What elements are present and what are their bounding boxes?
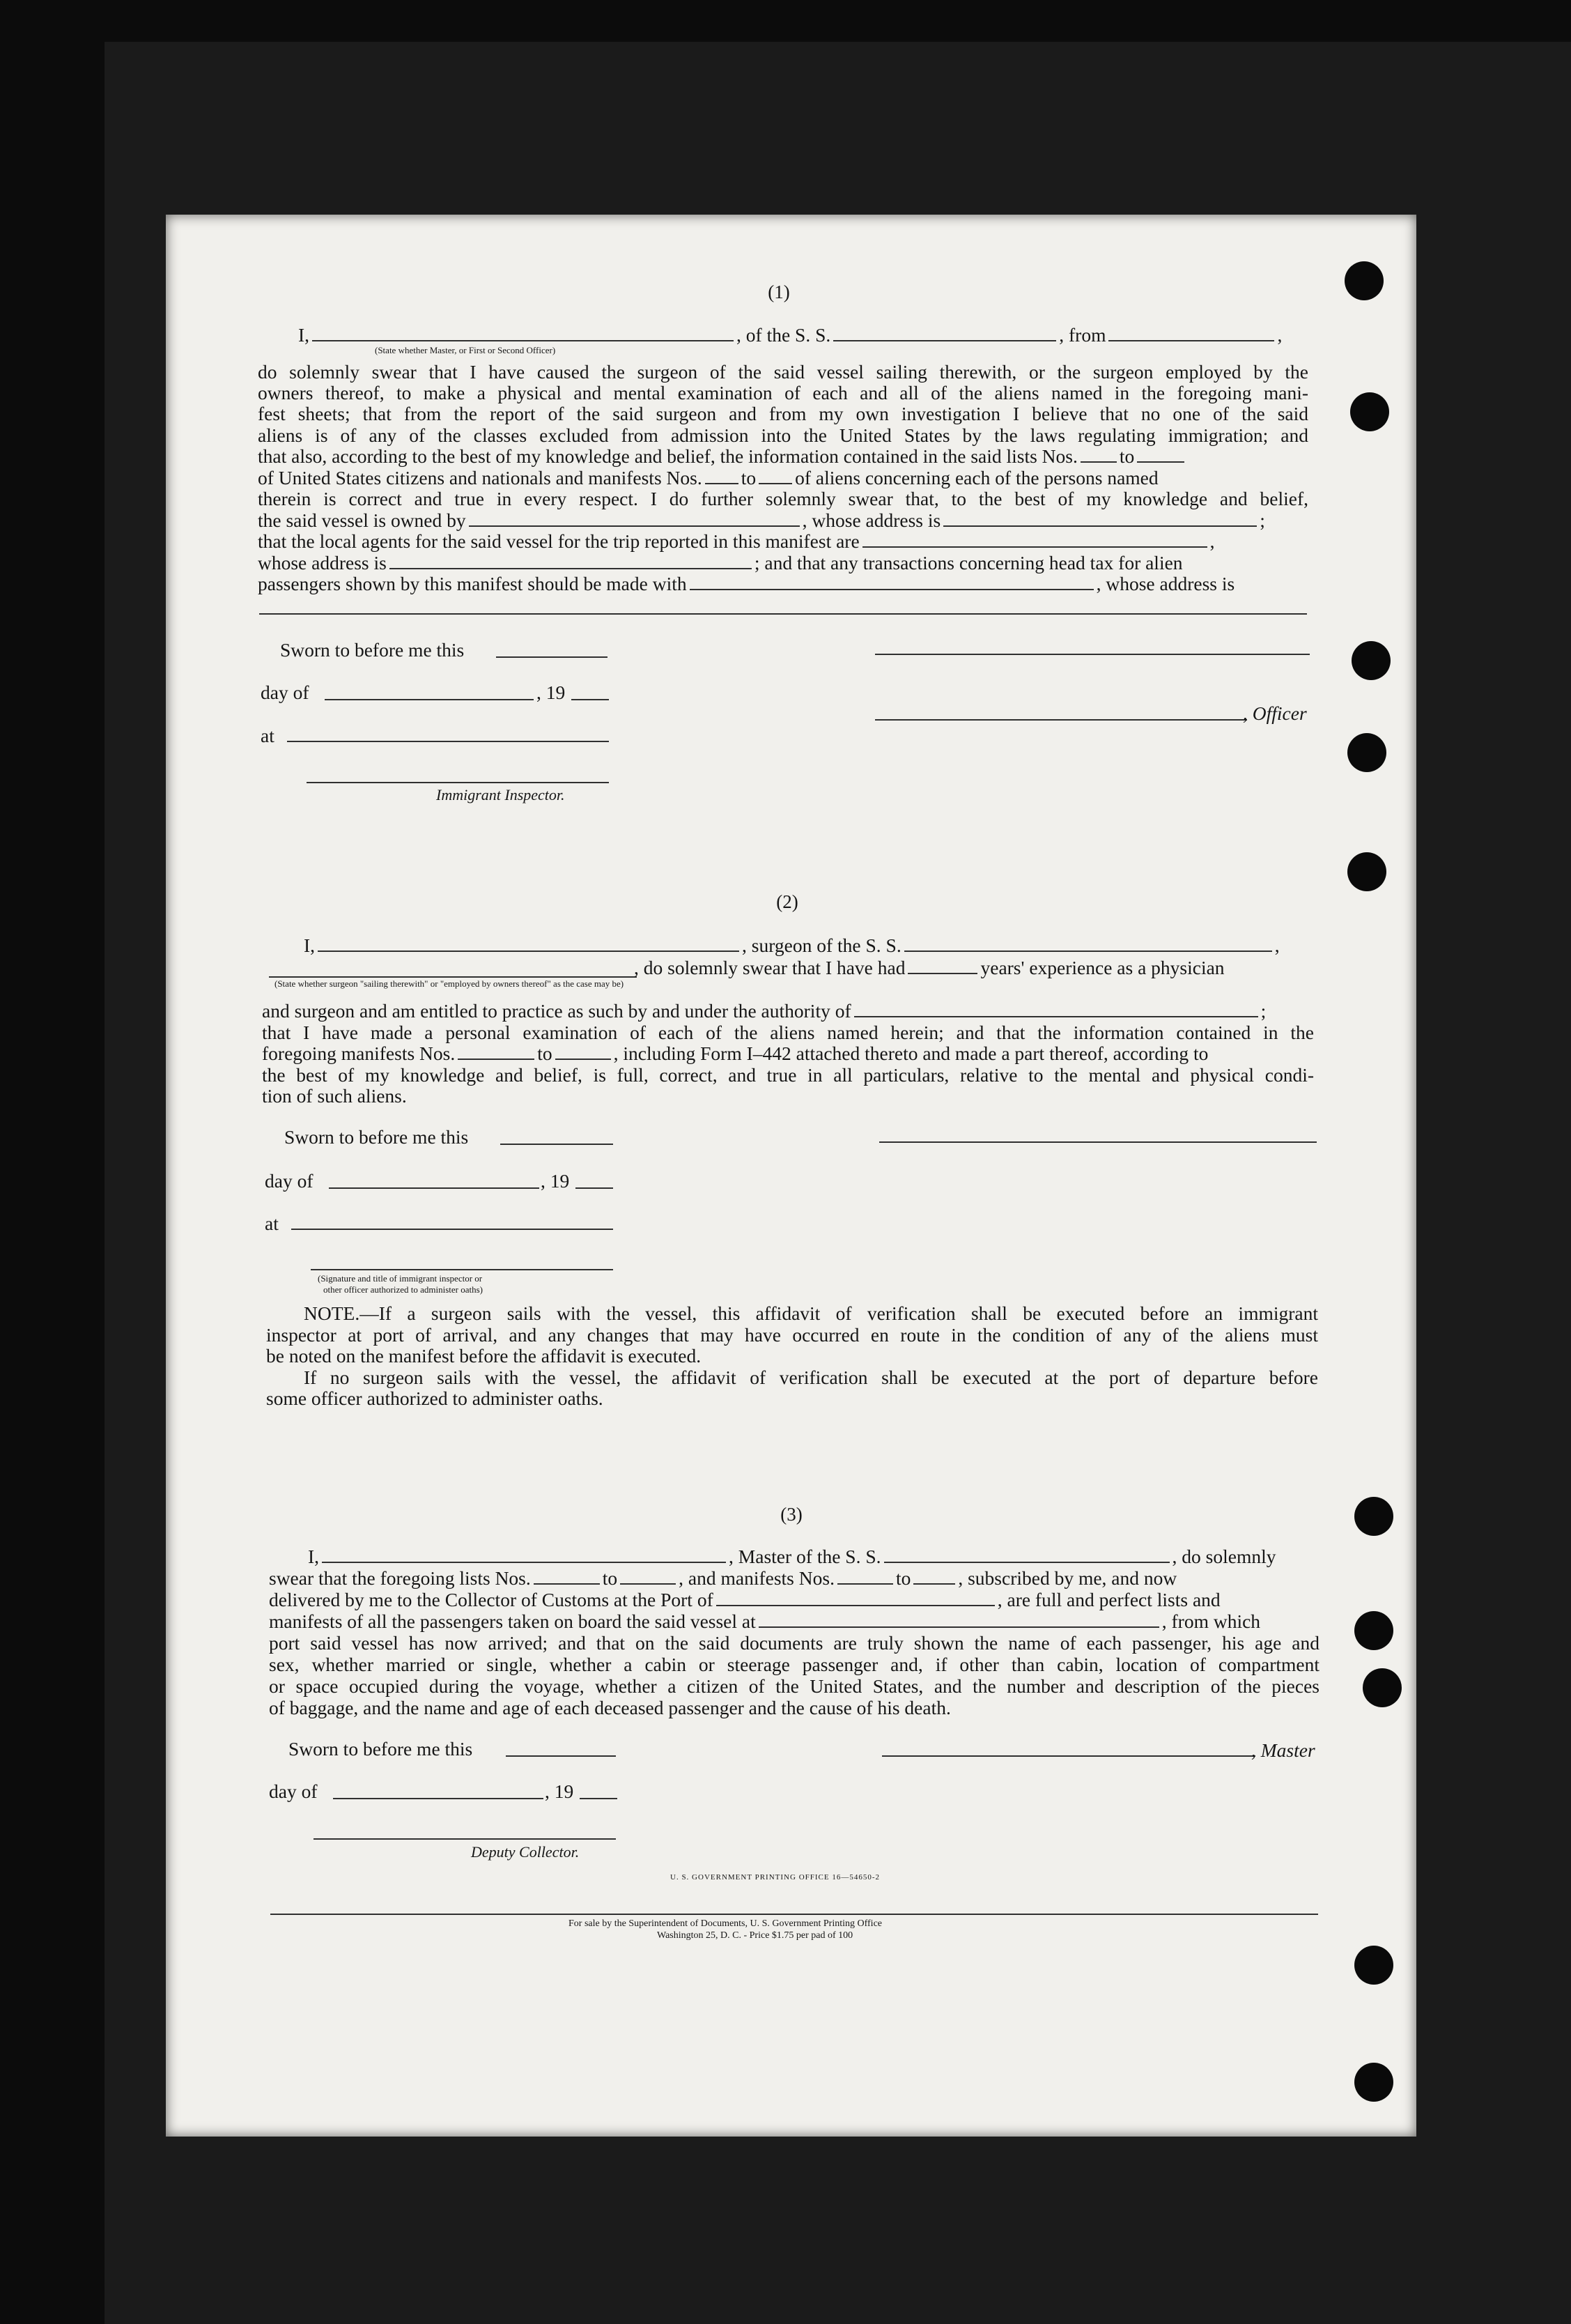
s3-departure-port-field[interactable] xyxy=(759,1626,1159,1628)
s2-vessel-field[interactable] xyxy=(904,951,1272,952)
s1-year-field[interactable] xyxy=(571,699,609,700)
s3-deputy-label: Deputy Collector. xyxy=(471,1843,580,1861)
printing-office-mark: U. S. GOVERNMENT PRINTING OFFICE 16—54650-2 xyxy=(670,1873,881,1881)
s2-at-field[interactable] xyxy=(291,1229,613,1230)
s2-signature-line[interactable] xyxy=(879,1141,1317,1143)
s1-headtax-address-field[interactable] xyxy=(259,613,1307,615)
s1-day-field[interactable] xyxy=(325,699,534,700)
s2-day-field[interactable] xyxy=(329,1187,539,1189)
s3-lists-to-field[interactable] xyxy=(620,1583,676,1585)
punch-hole xyxy=(1354,1946,1393,1985)
s3-para-line: sex, whether married or single, whether a cabin or steerage passenger and, if other than cabin, location of compartment xyxy=(269,1654,1320,1675)
s2-para-line: foregoing manifests Nos. to , including Form I–442 attached thereto and made a part thereof, according to xyxy=(262,1042,1209,1064)
s1-year-label: , 19 xyxy=(536,682,566,703)
s1-line1: I, , of the S. S. , from , xyxy=(298,324,1283,346)
s2-year-label: , 19 xyxy=(541,1170,570,1192)
s2-para-line: and surgeon and am entitled to practice as such by and under the authority of ; xyxy=(262,1000,1267,1022)
section-2-heading: (2) xyxy=(776,891,798,912)
s3-port-field[interactable] xyxy=(716,1605,995,1606)
s1-para-line: owners thereof, to make a physical and mental examination of each and all of the aliens named in the foregoing mani- xyxy=(258,382,1308,403)
s1-officer-line[interactable] xyxy=(875,719,1247,721)
s2-state-note: (State whether surgeon "sailing therewith" or "employed by owners thereof" as the case may be) xyxy=(274,978,624,989)
punch-hole xyxy=(1363,1668,1402,1707)
s2-sworn-label: Sworn to before me this xyxy=(284,1126,469,1148)
s1-inspector-line[interactable] xyxy=(307,782,609,783)
s1-signature-line[interactable] xyxy=(875,654,1310,655)
footer-rule xyxy=(270,1914,1318,1915)
s2-years-field[interactable] xyxy=(908,973,977,974)
footer-line: For sale by the Superintendent of Documents, U. S. Government Printing Office xyxy=(568,1918,882,1929)
s3-line1: I, , Master of the S. S. , do solemnly xyxy=(308,1546,1276,1567)
s1-para-line: that also, according to the best of my knowledge and belief, the information contained in the said lists Nos. to xyxy=(258,446,1187,467)
s2-note-line: some officer authorized to administer oaths. xyxy=(266,1387,603,1409)
s1-para-line: that the local agents for the said vessel for the trip reported in this manifest are , xyxy=(258,530,1215,552)
s1-lists-to-field[interactable] xyxy=(1137,461,1184,463)
s2-note-line: inspector at port of arrival, and any changes that may have occurred en route in the condition of any of the aliens must xyxy=(266,1324,1318,1346)
s2-authority-field[interactable] xyxy=(854,1016,1258,1017)
section-1-heading: (1) xyxy=(768,282,790,302)
s3-master-label: , Master xyxy=(1251,1739,1315,1761)
s2-sig-note: other officer authorized to administer oaths) xyxy=(323,1284,483,1295)
s1-para-line: the said vessel is owned by , whose address is ; xyxy=(258,509,1265,531)
s1-state-note: (State whether Master, or First or Second Officer) xyxy=(375,345,556,355)
s1-para-line: passengers shown by this manifest should be made with , whose address is xyxy=(258,573,1235,594)
s3-manifest-from-field[interactable] xyxy=(837,1583,893,1585)
s3-lists-from-field[interactable] xyxy=(534,1583,600,1585)
s3-master-name-field[interactable] xyxy=(322,1562,726,1563)
punch-hole xyxy=(1354,1497,1393,1536)
s1-owner-address-field[interactable] xyxy=(943,525,1257,527)
s3-day-field[interactable] xyxy=(333,1798,543,1799)
s2-at-label: at xyxy=(265,1213,279,1234)
s2-manifest-from-field[interactable] xyxy=(458,1059,534,1060)
s1-at-field[interactable] xyxy=(287,741,609,742)
s3-para-line: port said vessel has now arrived; and that on the said documents are truly shown the name of each passenger, his age and xyxy=(269,1632,1320,1654)
s2-year-field[interactable] xyxy=(575,1187,613,1189)
s2-line2: , do solemnly swear that I have had years' experience as a physician xyxy=(634,957,1225,978)
s3-line2: swear that the foregoing lists Nos. to , and manifests Nos. to , subscribed by me, and now xyxy=(269,1567,1177,1589)
punch-hole xyxy=(1350,392,1389,431)
s1-day-of-label: day of xyxy=(261,682,309,703)
s2-note-line: NOTE.—If a surgeon sails with the vessel, this affidavit of verification shall be executed before an immigrant xyxy=(304,1302,1318,1324)
s3-vessel-field[interactable] xyxy=(884,1562,1170,1563)
s2-sig-note: (Signature and title of immigrant inspector or xyxy=(318,1273,483,1284)
s1-para-line: therein is correct and true in every respect. I do further solemnly swear that, to the best of my knowledge and belief, xyxy=(258,488,1308,509)
s1-agents-address-field[interactable] xyxy=(389,568,752,569)
punch-hole xyxy=(1354,1611,1393,1650)
s1-at-label: at xyxy=(261,725,274,746)
s1-manifest-from-field[interactable] xyxy=(705,483,738,484)
s2-day-of-label: day of xyxy=(265,1170,314,1192)
s2-para-line: the best of my knowledge and belief, is full, correct, and true in all particulars, relative to the mental and physical condi- xyxy=(262,1064,1314,1086)
s2-surgeon-type-field[interactable] xyxy=(269,976,637,978)
s3-year-label: , 19 xyxy=(545,1780,574,1802)
s1-sworn-date-field[interactable] xyxy=(496,656,607,658)
s3-line4: manifests of all the passengers taken on board the said vessel at , from which xyxy=(269,1610,1261,1632)
s1-para-line: whose address is ; and that any transactions concerning head tax for alien xyxy=(258,552,1183,574)
s3-master-signature-line[interactable] xyxy=(882,1755,1255,1757)
s1-inspector-label: Immigrant Inspector. xyxy=(436,786,565,803)
s2-note-line: If no surgeon sails with the vessel, the affidavit of verification shall be executed at the port of departure before xyxy=(304,1367,1318,1388)
punch-hole xyxy=(1347,852,1386,891)
s1-manifest-to-field[interactable] xyxy=(759,483,792,484)
s2-line1: I, , surgeon of the S. S. , xyxy=(304,934,1280,956)
s2-surgeon-name-field[interactable] xyxy=(318,951,739,952)
scan-border-left xyxy=(0,0,105,2324)
s3-year-field[interactable] xyxy=(580,1798,617,1799)
s3-day-of-label: day of xyxy=(269,1780,318,1802)
s2-inspector-signature-line[interactable] xyxy=(311,1269,613,1270)
s3-deputy-signature-line[interactable] xyxy=(314,1838,616,1840)
punch-hole xyxy=(1347,733,1386,772)
s1-para-line: of United States citizens and nationals and manifests Nos. to of aliens concerning each of the persons named xyxy=(258,467,1159,488)
s3-sworn-label: Sworn to before me this xyxy=(288,1738,473,1760)
s2-sworn-date-field[interactable] xyxy=(500,1144,613,1145)
s3-para-line: of baggage, and the name and age of each deceased passenger and the cause of his death. xyxy=(269,1697,951,1718)
s3-line3: delivered by me to the Collector of Customs at the Port of , are full and perfect lists and xyxy=(269,1589,1221,1610)
punch-hole xyxy=(1345,261,1384,300)
scan-border-top xyxy=(0,0,1571,42)
s1-from-field[interactable] xyxy=(1108,340,1274,341)
s2-note-line: be noted on the manifest before the affidavit is executed. xyxy=(266,1345,702,1367)
s3-para-line: or space occupied during the voyage, whether a citizen of the United States, and the number and description of the pieces xyxy=(269,1675,1320,1697)
s2-manifest-to-field[interactable] xyxy=(555,1059,611,1060)
s1-agents-field[interactable] xyxy=(862,546,1207,548)
punch-hole xyxy=(1354,2063,1393,2102)
section-3-heading: (3) xyxy=(780,1504,803,1525)
s1-para-line: fest sheets; that from the report of the said surgeon and from my own investigation I believe that no one of the said xyxy=(258,403,1308,424)
s1-vessel-field[interactable] xyxy=(833,340,1056,341)
s1-headtax-field[interactable] xyxy=(690,589,1094,590)
punch-hole xyxy=(1352,641,1391,680)
s1-officer-field[interactable] xyxy=(312,340,734,341)
s1-para-line: aliens is of any of the classes excluded from admission into the United States by the laws regulating immigration; and xyxy=(258,424,1308,446)
footer-line: Washington 25, D. C. - Price $1.75 per pad of 100 xyxy=(657,1930,853,1941)
s3-manifest-to-field[interactable] xyxy=(913,1583,955,1585)
s1-sworn-label: Sworn to before me this xyxy=(280,639,465,661)
s2-para-line: tion of such aliens. xyxy=(262,1085,407,1107)
s1-officer-label: , Officer xyxy=(1243,702,1307,724)
s1-para-line: do solemnly swear that I have caused the surgeon of the said vessel sailing therewith, or the surgeon employed by the xyxy=(258,361,1308,383)
s2-para-line: that I have made a personal examination of each of the aliens named herein; and that the information contained in the xyxy=(262,1022,1314,1043)
s1-owner-field[interactable] xyxy=(469,525,800,527)
s1-lists-from-field[interactable] xyxy=(1081,461,1117,463)
s3-sworn-date-field[interactable] xyxy=(506,1755,616,1757)
